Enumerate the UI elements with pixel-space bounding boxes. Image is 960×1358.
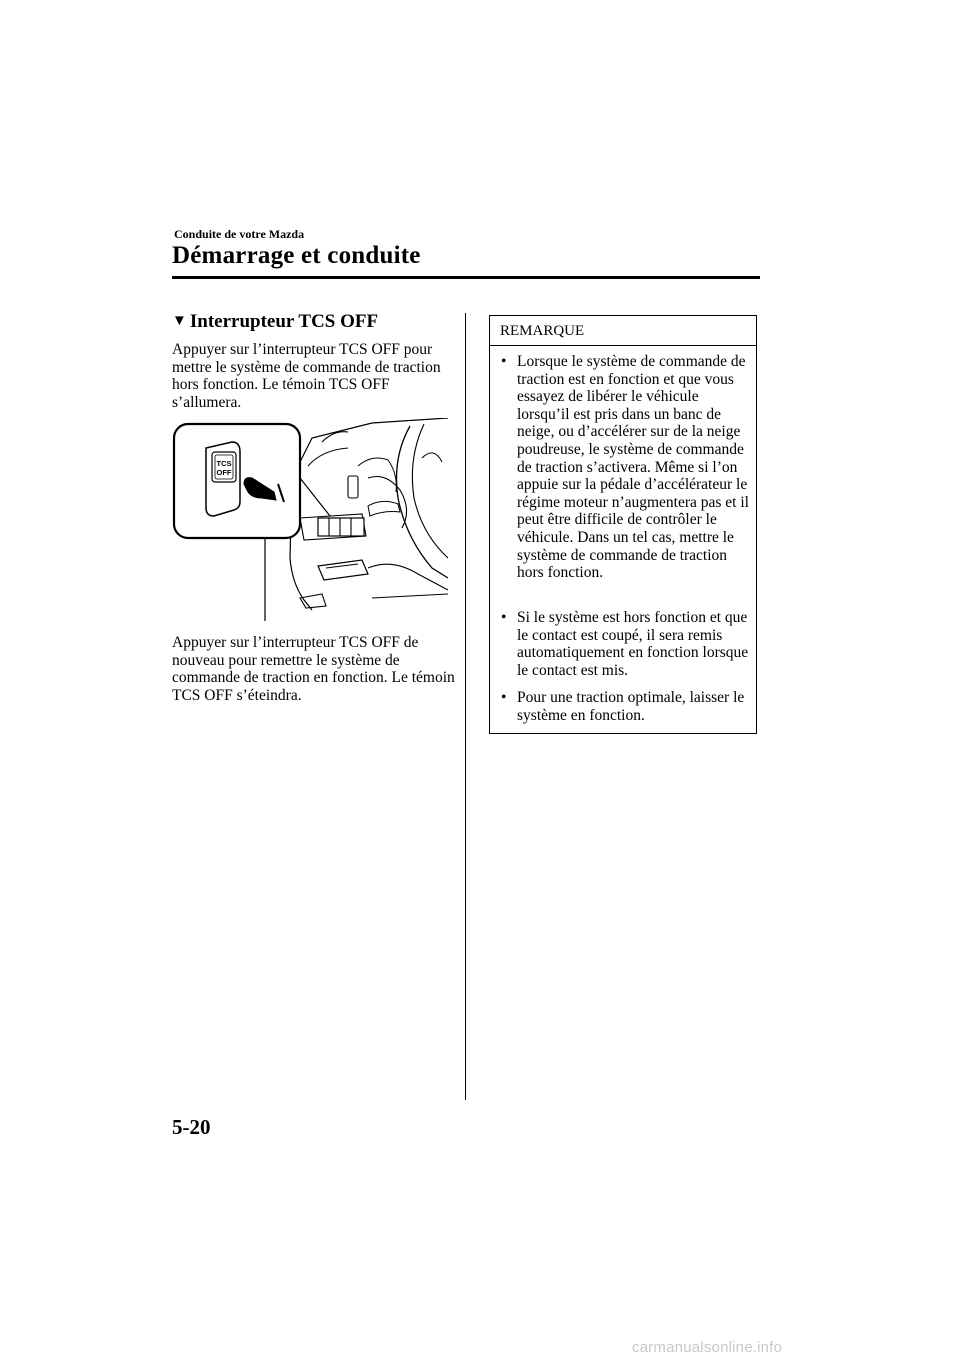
note-box bbox=[489, 315, 757, 734]
switch-label-tcs: TCS bbox=[216, 459, 232, 468]
tcs-switch-illustration bbox=[172, 418, 448, 624]
title-rule bbox=[172, 276, 760, 279]
column-divider bbox=[465, 313, 466, 1100]
note-title: REMARQUE bbox=[490, 316, 756, 346]
triangle-marker-icon: ▼ bbox=[172, 312, 187, 329]
chapter-label: Conduite de votre Mazda bbox=[174, 227, 305, 241]
page-number: 5-20 bbox=[172, 1115, 211, 1139]
bullet-icon: • bbox=[501, 689, 507, 706]
switch-label-off: OFF bbox=[216, 468, 232, 477]
watermark: carmanualsonline.info bbox=[632, 1339, 783, 1356]
section-title: Démarrage et conduite bbox=[172, 242, 421, 269]
paragraph-switch-on: Appuyer sur l’interrupteur TCS OFF de nouveau pour remettre le système de commande de traction en fonction. Le témoin TCS OFF s’éteindra. bbox=[172, 634, 455, 704]
note-item-text: Si le système est hors fonction et que le contact est coupé, il sera remis automatiquement en fonction lorsque le contact est mis. bbox=[517, 609, 749, 679]
subsection-heading bbox=[172, 311, 378, 333]
bullet-icon: • bbox=[501, 609, 507, 626]
note-item bbox=[500, 609, 752, 679]
bullet-icon: • bbox=[501, 353, 507, 370]
note-item bbox=[500, 689, 752, 724]
paragraph-switch-off: Appuyer sur l’interrupteur TCS OFF pour mettre le système de commande de traction hors fonction. Le témoin TCS OFF s’allumera. bbox=[172, 341, 441, 411]
dashboard-drawing bbox=[172, 418, 448, 624]
note-item bbox=[500, 353, 752, 582]
subsection-title: Interrupteur TCS OFF bbox=[189, 311, 379, 332]
note-item-text: Lorsque le système de commande de traction est en fonction et que vous essayez de libérer le véhicule lorsqu’il est pris dans un banc de neige, ou d’accélérer sur de la neige poudreuse, le système de commande de traction s’activera. Même si l’on appuie sur la pédale d’accélérateur le régime moteur n’augmentera pas et il peut être difficile de contrôler le véhicule. Dans un tel cas, mettre le système de commande de traction hors fonction. bbox=[517, 353, 749, 582]
note-item-text: Pour une traction optimale, laisser le système en fonction. bbox=[517, 689, 745, 724]
